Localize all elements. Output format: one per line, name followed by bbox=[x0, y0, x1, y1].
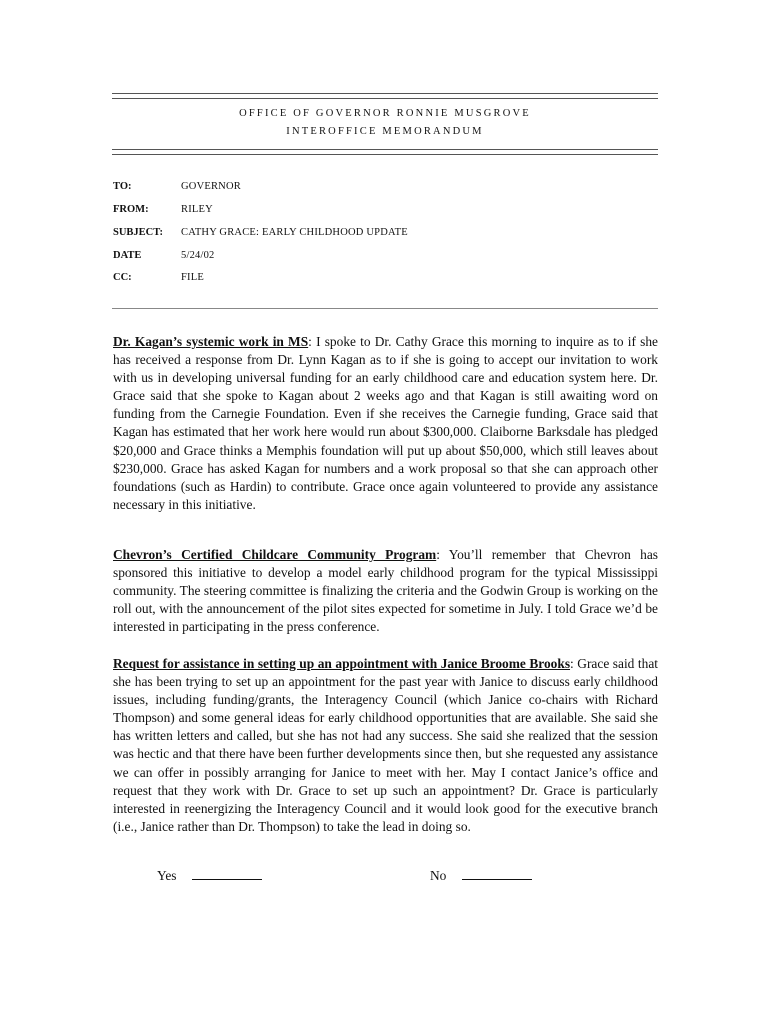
no-blank-line[interactable] bbox=[462, 867, 532, 880]
paragraph-appointment-title: Request for assistance in setting up an appointment with Janice Broome Brooks bbox=[113, 656, 571, 671]
memo-type-heading: INTEROFFICE MEMORANDUM bbox=[286, 126, 484, 137]
paragraph-kagan-body: I spoke to Dr. Cathy Grace this morning to inquire as to if she has received a response from Dr. Lynn Kagan as to if she is going to accept our invitation to work with us in developing universal funding for an early childhood care and education system here. Dr. Grace said that she spoke to Kagan about 2 weeks ago and that Kagan is still awaiting word on funding from the Carnegie Foundation. Even if she receives the Carnegie funding, Grace said that Kagan has estimated that her work here would run about $300,000. Claiborne Barksdale has pledged $20,000 and Grace thinks a Memphis foundation will put up about $50,000, which still leaves about $230,000. Grace has asked Kagan for numbers and a work proposal so that she can approach other foundations (such as Hardin) to contribute. Grace once again volunteered to provide any assistance necessary in this initiative. bbox=[113, 334, 658, 512]
paragraph-appointment-body: Grace said that she has been trying to set up an appointment for the past year with Janice to discuss early childhood issues, including funding/grants, the Interagency Council (which Janice co-chairs with Richard Thompson) and some general ideas for early childhood opportunities that are available. She said she has written letters and called, but she has not had any success. She said she realized that the session was hectic and that there have been further developments since then, but she requested any assistance we can offer in possibly arranging for Janice to meet with her. May I contact Janice’s office and request that they work with Dr. Grace to set up such an appointment? Dr. Grace is particularly interested in reenergizing the Interagency Council and it would look good for the executive branch (i.e., Janice rather than Dr. Thompson) to take the lead in doing so. bbox=[113, 656, 658, 834]
date-label: DATE bbox=[113, 250, 142, 261]
from-label: FROM: bbox=[113, 204, 149, 215]
paragraph-chevron bbox=[113, 546, 658, 636]
cc-value: FILE bbox=[181, 272, 204, 283]
subject-value: CATHY GRACE: EARLY CHILDHOOD UPDATE bbox=[181, 227, 408, 238]
to-label: TO: bbox=[113, 181, 132, 192]
yes-option bbox=[157, 867, 262, 884]
paragraph-kagan-sep: : bbox=[308, 334, 317, 349]
paragraph-kagan-title: Dr. Kagan’s systemic work in MS bbox=[113, 334, 309, 349]
header-double-rule bbox=[112, 149, 658, 155]
top-double-rule bbox=[112, 93, 658, 99]
yes-blank-line[interactable] bbox=[192, 867, 262, 880]
office-heading: OFFICE OF GOVERNOR RONNIE MUSGROVE bbox=[239, 108, 531, 119]
from-value: RILEY bbox=[181, 204, 213, 215]
paragraph-chevron-title: Chevron’s Certified Childcare Community Program bbox=[113, 547, 437, 562]
yes-label: Yes bbox=[157, 868, 177, 883]
paragraph-chevron-body: You’ll remember that Chevron has sponsored this initiative to develop a model early childhood program for the typical Mississippi community. The steering committee is finalizing the criteria and the Godwin Group is working on the roll out, with the announcement of the pilot sites expected for sometime in July. I told Grace we’d be interested in participating in the press conference. bbox=[113, 547, 658, 635]
cc-label: CC: bbox=[113, 272, 132, 283]
paragraph-appointment bbox=[113, 655, 658, 836]
paragraph-chevron-sep: : bbox=[436, 547, 449, 562]
subject-label: SUBJECT: bbox=[113, 227, 163, 238]
to-value: GOVERNOR bbox=[181, 181, 241, 192]
no-label: No bbox=[430, 868, 447, 883]
no-option bbox=[430, 867, 532, 884]
paragraph-appointment-sep: : bbox=[570, 656, 578, 671]
date-value: 5/24/02 bbox=[181, 250, 215, 261]
paragraph-kagan bbox=[113, 333, 658, 514]
fields-divider bbox=[112, 308, 658, 309]
